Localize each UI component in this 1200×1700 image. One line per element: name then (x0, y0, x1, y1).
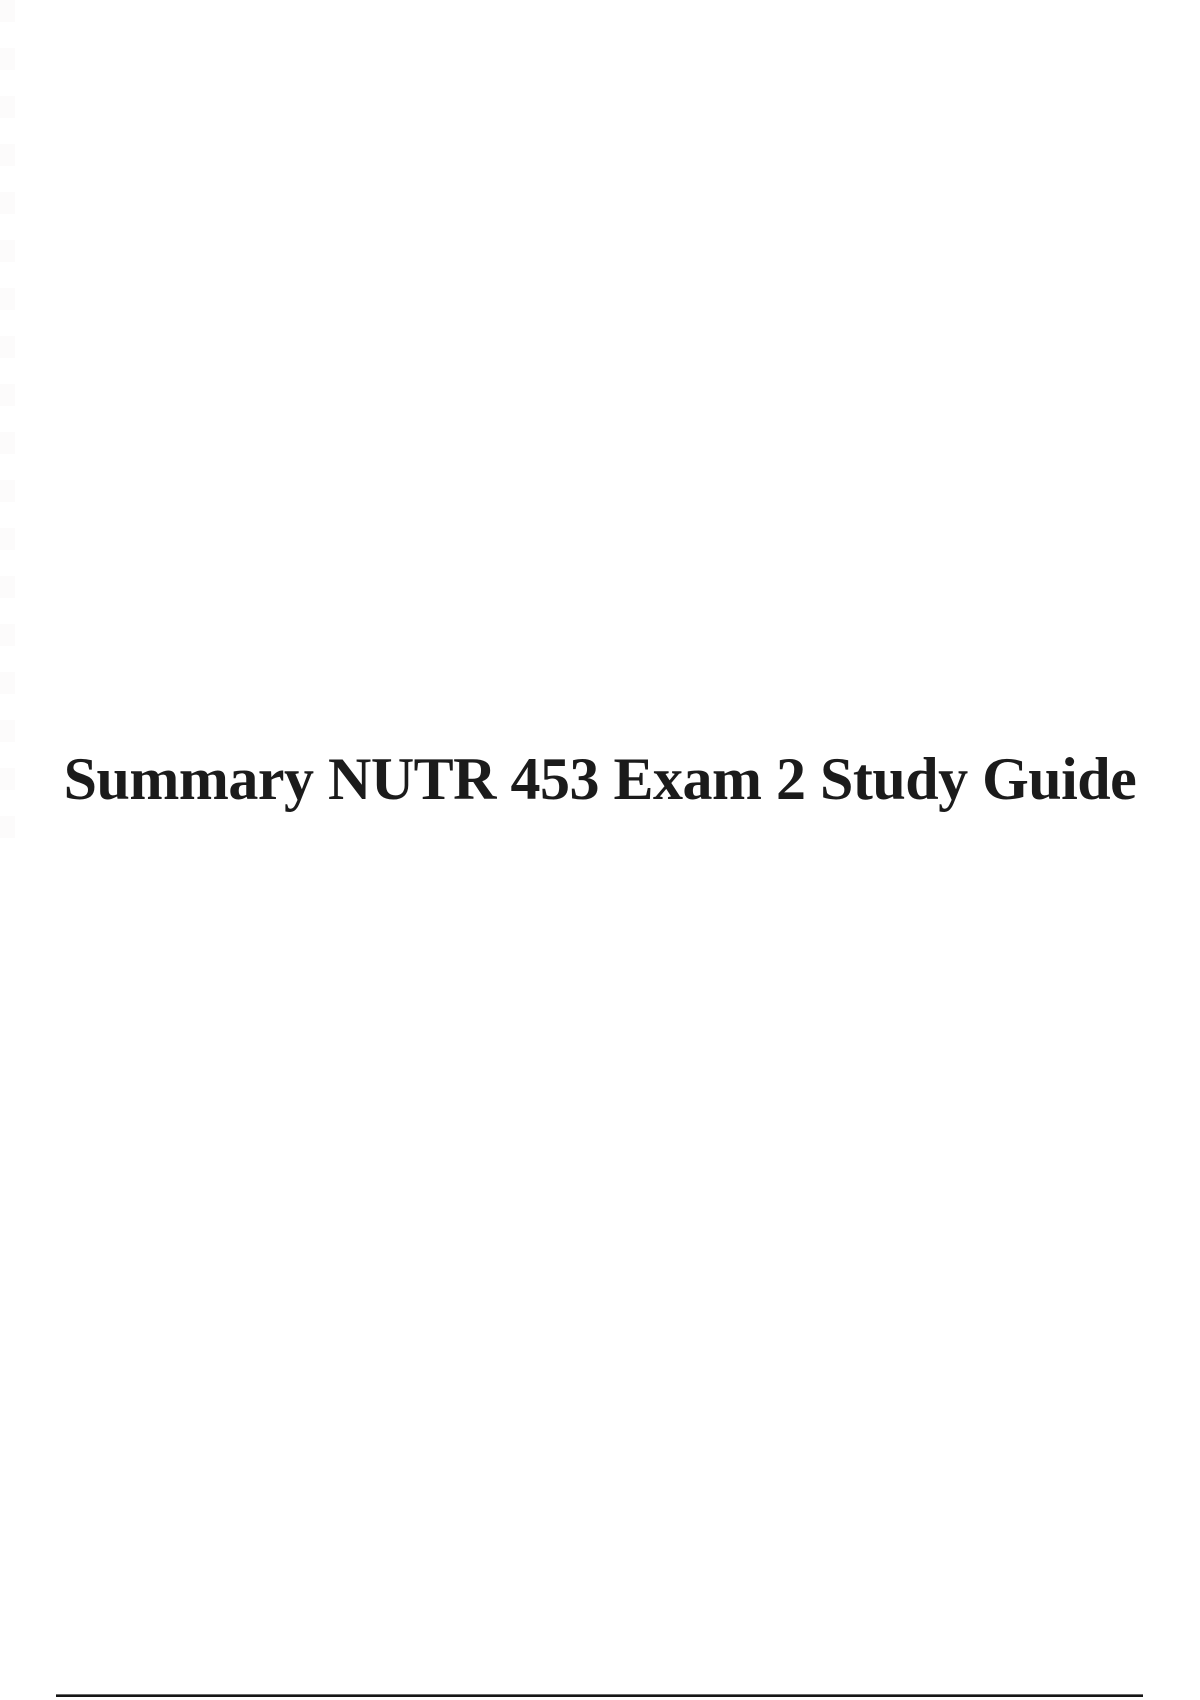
left-edge-dash-strip (0, 0, 15, 852)
document-title: Summary NUTR 453 Exam 2 Study Guide (63, 746, 1137, 812)
footer-divider (56, 1694, 1143, 1697)
